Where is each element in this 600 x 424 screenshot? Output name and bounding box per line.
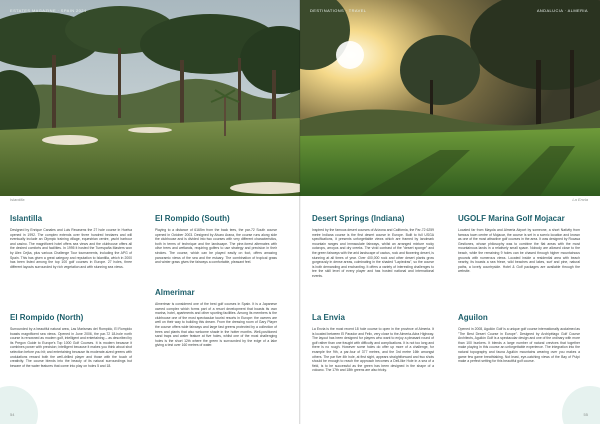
- left-photo-caption: Islantilla: [10, 197, 25, 202]
- section-title: Islantilla: [10, 214, 43, 223]
- decorative-corner: [562, 386, 600, 424]
- section-islantilla: [10, 214, 132, 269]
- section-el-rompido-north: [10, 313, 132, 368]
- la-envia-photo: [300, 0, 600, 196]
- section-title: Desert Springs (Indiana): [312, 214, 405, 223]
- section-body: Inspired by the famous desert courses of Arizona and California, the Par-72 6259 metre Indiana course is the first desert course in Europe. Built to full USGA specifications, it presents unforgettable views which are framed by landmark mountain ranges and immaculate fairways, whilst an arranged mixture rocky outcrops, arroyos and dry creeks. The vivid contrast of the "desert sponge" and the green fairways with the arid landscape of cactus, rock and flowering desert, is stunning at all times of year. Over 400,000 rock and other desert plants grow gorgeously in dense areas, culminating in the shaded "Lapiedras", so the course is both demanding and enchanting. It offers a variety of interesting challenges to tee the skill level of every player and has hosted national and international events.: [312, 228, 434, 278]
- section-body: La Envia is the most recent 18 hole course to open in the province of Almeria. It is located between El Parador and Felix, very close to the Almeria-Adra Highway. The layout has been designed for players who want to enjoy a pleasant round of golf rather than one fraught with difficulty and complications. It is not too long and there is no rough. However some holes do offer up more of a challenge, for example the 9th, a par-four of 377 metres, and the 3rd metre 16th amongst others. The par five 4th hole, at first sight, appears straightforward and two shots should be enough to reach the approach becomes a Dell-like Hole in a sea of a field, is to be successful as the green has been designed in the shape of a volcano. The 17th and 18th greens are also tricky.: [312, 327, 434, 373]
- book-spine-shadow: [299, 0, 301, 424]
- decorative-corner: [0, 386, 38, 424]
- section-aguilon: [458, 313, 580, 364]
- right-page-number: 55: [583, 412, 588, 417]
- section-title: UGOLF Marina Golf Mojacar: [458, 214, 565, 223]
- left-running-header: ESTATES MAGAZINE · SPAIN 2024: [10, 8, 87, 13]
- sunset-golf-image: [300, 0, 600, 196]
- section-title: Aguilon: [458, 313, 488, 322]
- right-photo-caption: La Envia: [572, 197, 588, 202]
- section-title: Almerimar: [155, 288, 195, 297]
- section-almerimar: [155, 288, 277, 348]
- section-body: Located far from Mayola and Almeria Airport by someone, a short Nativity from famous town centre of Mojacar, the course is set in a scenic location and known as one of the most attractive golf courses in the area. It was designed by Rocasa Gestiones, whose philosophy was to combine the flat areas with the most mountainous lands in a relatively small space. Nobody are allowed close to the beach, while the remaining 9 holes can be chased through higher mountainous grounds with numerous views. Located inside a residential area with beach nearby, its boasts a sea frieze, wild beaches and lakes, surf and pine, natural paths, a lovely countryside. Hotel & Golf packages are available through the website.: [458, 228, 580, 274]
- section-desert-springs: [312, 214, 434, 279]
- section-body: Almerimar is considered one of the best golf courses in Spain. It is a Japanese owned complex which forms part of a resort development that boasts its own marina, hotel, apartments and other sporting facilities. Among its members is the clubhouse one of the most spectacular tourist resorts in Europe: the owners are well on their way to building this dream. From the dressing room of Gary Player the course offers wide fairways and large fast greens protected by a collection of trees and plants that also welcome shade in the hotter months. Well-positioned sand traps and water feature at five holes, whilst one of the most challenging holes is the short 12th where the green is surrounded by the edge of a lake giving a test over 160 metres of water.: [155, 302, 277, 348]
- left-page-number: 54: [10, 412, 15, 417]
- section-body: Designed by Enrique Canales and Luis Recasens the 27 hole course in Huelva opened in 1992. The complex extends over three hundred hectares and will eventually include an Olympic training village, equestrian centre, yacht harbour and casino. The magnificent hotel offers sea views and the clubhouse offers all the desired comforts and facilities. In 1995 it hosted the Turespaña Masters won by Alex Cejka, plus various Challenge Tour tournaments, including the APG of Spain. This has given a great category and reputation to Islantilla, which in 2000 has been listed among the top 100 golf courses in Europe. 27 holes, three different layouts surrounded by rich vegetation and with stunning sea views.: [10, 228, 132, 269]
- section-body: Playing to a distance of 6165m from the back tees, the par-72 South course opened in October 2003. Designed by Alvaro Arana, the course runs along side the clubhouse and is divided into two courses with very different characteristics, both in terms of technique and the landscape. The pine-forest alternates with olive trees and wetlands, requiring golfers to use strategy and precision in their strokes. The course, which can be played easily on foot, offers amazing panoramic views of the sea and the estuary. The combination of tropical grass and winter grass gives the fairways a comfortable, pleasant feel.: [155, 228, 277, 265]
- section-body: Surrounded by a beautiful natural area, Las Marismas del Rompido, El Rompido boasts magnificent sea views. Opened in June 2006, the par-72 18-hole north course is renowned as modern golf, intelligent and entertaining – as described by its Pregon Guide to Europe's Top 1000 Golf Courses. It is modern because it combines power with precision; intelligent because it makes you think about shot selection before you hit; and entertaining because its moderate-sized greens with undulations reward both the well-drilled player and those with the touch of creativity. The course blends into the beauty of its natural surroundings but beware of the water features that come into play on holes 5 and 18.: [10, 327, 132, 368]
- right-running-header-right: ANDALUCIA · ALMERIA: [536, 8, 588, 13]
- right-page: [300, 0, 600, 424]
- section-el-rompido-south: [155, 214, 277, 265]
- golf-course-image: [0, 0, 300, 196]
- section-la-envia: [312, 313, 434, 373]
- right-running-header-left: DESTINATIONS · TRAVEL: [310, 8, 367, 13]
- section-title: El Rompido (North): [10, 313, 84, 322]
- section-body: Opened in 2008, Aguilón Golf is a unique golf course internationally acclaimed as "The Best Desert Course in Europe". Designed by Archipélago Golf Course Architects, Aguilón Golf is a spectacular design and one of the ordinary with more than 100 bunkers. It blends a large number of natural crevices that together make playing in this course an unforgettable experience. The integration into the natural topography and fauna Aguilón mountains wearing over you makes a game few game breathtaking. Not least, eye-catching views of the Bay of Pulpí make a perfect setting for this beautiful golf course.: [458, 327, 580, 364]
- section-title: La Envia: [312, 313, 345, 322]
- islantilla-photo: [0, 0, 300, 196]
- section-title: El Rompido (South): [155, 214, 230, 223]
- section-ugolf-marina: [458, 214, 580, 274]
